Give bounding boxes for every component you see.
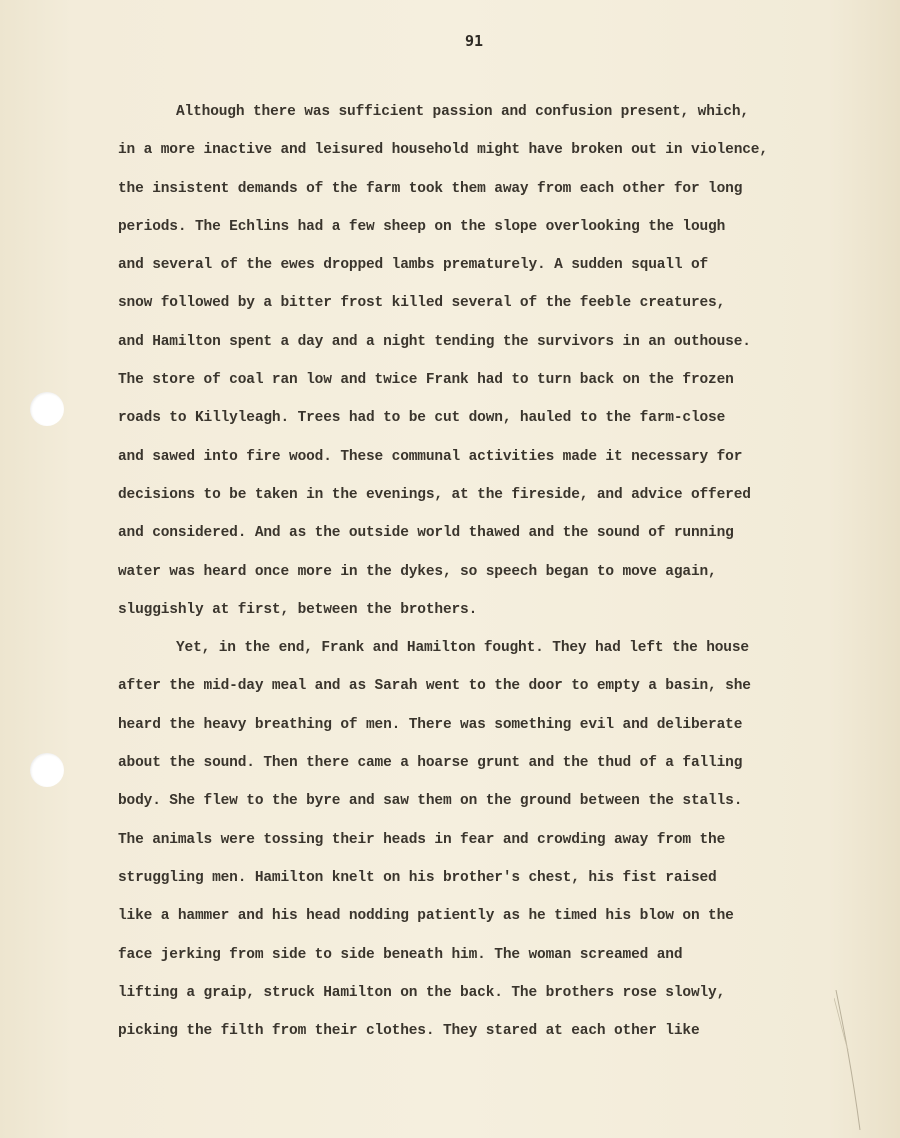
text-line: about the sound. Then there came a hoarse grunt and the thud of a falling: [118, 755, 743, 772]
text-line: roads to Killyleagh. Trees had to be cut down, hauled to the farm-close: [118, 410, 726, 427]
text-line: body. She flew to the byre and saw them on the ground between the stalls.: [118, 793, 743, 810]
text-line: heard the heavy breathing of men. There was something evil and deliberate: [118, 716, 743, 733]
text-line: face jerking from side to side beneath him. The woman screamed and: [118, 946, 683, 963]
page-number: 91: [464, 32, 484, 50]
text-line: and sawed into fire wood. These communal activities made it necessary for: [118, 448, 743, 465]
punch-hole-bottom: [30, 753, 64, 787]
text-line: struggling men. Hamilton knelt on his brother's chest, his fist raised: [118, 869, 717, 886]
text-line: lifting a graip, struck Hamilton on the back. The brothers rose slowly,: [118, 984, 726, 1001]
text-line: decisions to be taken in the evenings, at the fireside, and advice offered: [118, 486, 751, 503]
text-line: like a hammer and his head nodding patiently as he timed his blow on the: [118, 908, 734, 925]
text-line: sluggishly at first, between the brothers.: [118, 601, 478, 618]
text-line: Yet, in the end, Frank and Hamilton fought. They had left the house: [176, 640, 749, 657]
body-text: [118, 99, 888, 1056]
text-line: after the mid-day meal and as Sarah went to the door to empty a basin, she: [118, 678, 751, 695]
text-line: in a more inactive and leisured household might have broken out in violence,: [118, 142, 768, 159]
text-line: the insistent demands of the farm took them away from each other for long: [118, 180, 743, 197]
text-line: Although there was sufficient passion and confusion present, which,: [176, 104, 749, 120]
text-line: water was heard once more in the dykes, so speech began to move again,: [118, 563, 717, 580]
text-line: snow followed by a bitter frost killed several of the feeble creatures,: [118, 295, 726, 312]
text-line: and Hamilton spent a day and a night tending the survivors in an outhouse.: [118, 333, 751, 350]
punch-hole-top: [30, 392, 64, 426]
text-line: The store of coal ran low and twice Frank had to turn back on the frozen: [118, 372, 734, 389]
text-line: The animals were tossing their heads in fear and crowding away from the: [118, 831, 726, 848]
text-line: and considered. And as the outside world thawed and the sound of running: [118, 525, 734, 542]
page-edge-curl: [834, 990, 862, 1130]
text-line: periods. The Echlins had a few sheep on the slope overlooking the lough: [118, 218, 726, 235]
text-line: and several of the ewes dropped lambs prematurely. A sudden squall of: [118, 257, 709, 274]
text-line: picking the filth from their clothes. They stared at each other like: [118, 1023, 700, 1040]
